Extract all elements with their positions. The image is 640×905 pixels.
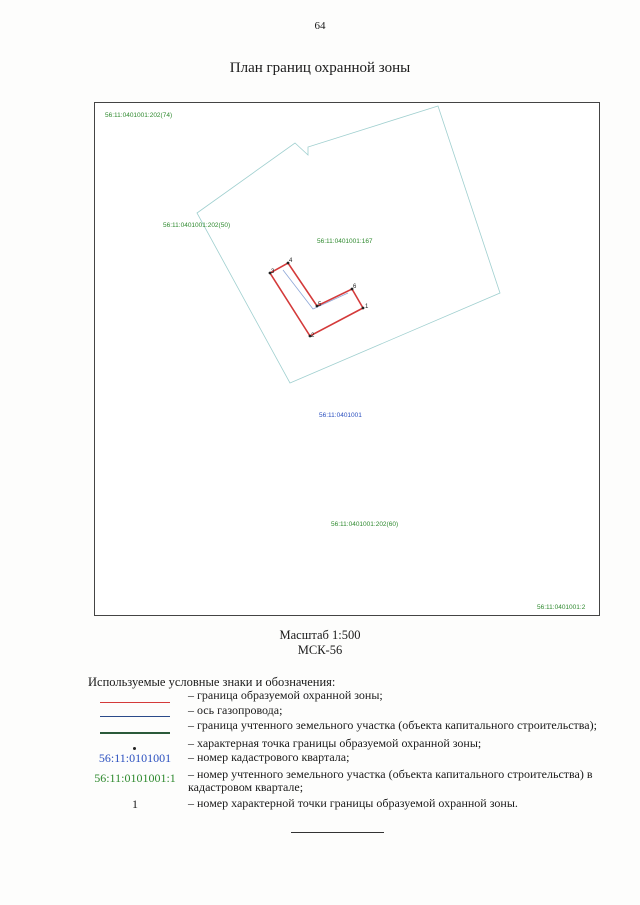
boundary-points [269, 262, 365, 338]
map-frame [94, 102, 600, 616]
point-label: 4 [289, 258, 293, 264]
quarter-symbol: 56:11:0101001 [98, 751, 172, 765]
legend-title: Используемые условные знаки и обозначения: [88, 675, 336, 689]
legend-text: – номер характерной точки границы образуемой охранной зоны. [188, 796, 518, 810]
parcel-boundary-symbol [100, 732, 170, 734]
map-canvas [95, 103, 599, 615]
parcel-label: 56:11:0401001:202(74) [105, 112, 173, 119]
zone-boundary [270, 263, 363, 336]
point-label: 1 [365, 304, 369, 310]
parcel-label: 56:11:0401001:167 [317, 238, 373, 245]
parcel-label: 56:11:0401001:202(60) [331, 521, 399, 528]
point-label: 3 [271, 269, 275, 275]
parcel-label: 56:11:0401001:202(50) [163, 222, 231, 229]
scale-text: Масштаб 1:500 [279, 628, 361, 642]
legend-text: – номер учтенного земельного участка (объекта капитального строительства) в кадастровом квартале; [188, 767, 593, 794]
scale-block [0, 628, 640, 658]
legend-text: – ось газопровода; [188, 703, 283, 717]
quarter-label: 56:11:0401001 [319, 412, 362, 419]
crs-text: МСК-56 [297, 643, 343, 657]
point-number-symbol: 1 [132, 797, 138, 811]
gas-axis-symbol [100, 716, 170, 717]
legend-text: – характерная точка границы образуемой охранной зоны; [188, 736, 482, 750]
legend-text: – граница учтенного земельного участка (объекта капитального строительства); [188, 718, 597, 732]
point-label: 5 [318, 302, 322, 308]
zone-boundary-symbol [100, 702, 170, 703]
legend-text: – граница образуемой охранной зоны; [188, 688, 383, 702]
parcel-number-symbol: 56:11:0101001:1 [94, 771, 176, 785]
point-label: 2 [311, 333, 315, 339]
point-1 [362, 307, 365, 310]
page-title: План границ охранной зоны [229, 60, 411, 76]
footer-rule [291, 832, 384, 833]
point-label: 6 [353, 284, 357, 290]
page-number: 64 [314, 20, 326, 32]
legend-text: – номер кадастрового квартала; [188, 750, 350, 764]
parcel-label: 56:11:0401001:2 [537, 604, 586, 611]
point-symbol [133, 747, 136, 750]
